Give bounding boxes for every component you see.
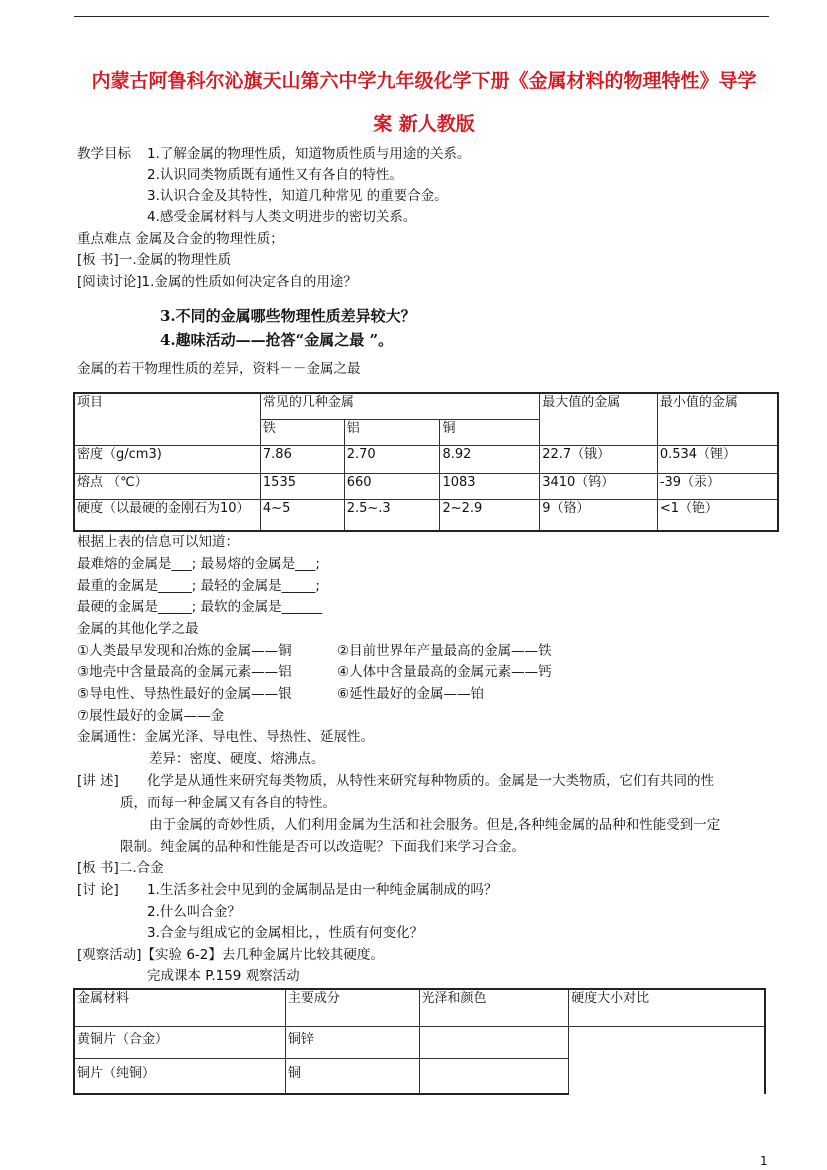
- doc-title-line2: 案 新人教版: [373, 113, 475, 135]
- table-cell: 密度（g/cm3): [74, 445, 260, 473]
- discuss-item: 2.什么叫合金？: [147, 904, 241, 920]
- discuss-item: 3.合金与组成它的金属相比，，性质有何变化？: [147, 925, 424, 941]
- table-header: 光泽和颜色: [419, 989, 569, 1026]
- others-title: 金属的其他化学之最: [77, 621, 199, 637]
- table-cell: 2.70: [344, 445, 440, 473]
- table-cell: -39（汞）: [657, 473, 778, 499]
- record-item: ⑤导电性、导热性最好的金属——银: [77, 686, 292, 702]
- table-header: 硬度大小对比: [569, 989, 765, 1026]
- objective-item: 4.感受金属材料与人类文明进步的密切关系。: [147, 209, 417, 225]
- focus-line: 重点难点 金属及合金的物理性质；: [77, 231, 284, 247]
- board-heading-1: [板 书]一.金属的物理性质: [77, 252, 232, 268]
- table-cell: 1083: [440, 473, 540, 499]
- table-header-metal: 铜: [440, 419, 540, 445]
- objective-item: 2.认识同类物质既有通性又有各自的特性。: [147, 167, 403, 183]
- record-item: ⑥延性最好的金属——铂: [337, 686, 485, 702]
- lecture-label: [讲 述]: [77, 773, 119, 789]
- table-header: 金属材料: [74, 989, 285, 1026]
- objectives-label: 教学目标: [77, 146, 131, 162]
- table-cell: <1（铯）: [657, 499, 778, 531]
- question-line: 根据上表的信息可以知道：: [77, 534, 239, 550]
- header-rule: [74, 16, 769, 17]
- alloy-comparison-table: [73, 988, 766, 1095]
- complete-activity: 完成课本 P.159 观察活动: [147, 968, 300, 984]
- objective-item: 1.了解金属的物理性质，知道物质性质与用途的关系。: [147, 146, 471, 162]
- question-line: 最重的金属是_____; 最轻的金属是_____;: [77, 578, 320, 594]
- table-header-max: 最大值的金属: [540, 393, 658, 445]
- table-cell: 0.534（锂）: [657, 445, 778, 473]
- lecture-text: 由于金属的奇妙性质，人们利用金属为生活和社会服务。但是,各种纯金属的品种和性能受到一定: [149, 817, 721, 833]
- lecture-text: 限制。纯金属的品种和性能是否可以改造呢？下面我们来学习合金。: [120, 839, 525, 855]
- observe-activity: [观察活动]【实验 6-2】去几种金属片比较其硬度。: [77, 947, 384, 963]
- image-text-line: 3.不同的金属哪些物理性质差异较大？: [160, 307, 416, 325]
- table-cell: [419, 1026, 569, 1058]
- metal-properties-table: [73, 392, 779, 532]
- objective-item: 3.认识合金及其特性，知道几种常见 的重要合金。: [147, 188, 448, 204]
- table-cell: 铜锌: [285, 1026, 419, 1058]
- data-intro: 金属的若干物理性质的差异，资料－－金属之最: [77, 361, 361, 377]
- table-cell: [419, 1058, 569, 1094]
- table-cell: 铜: [285, 1058, 419, 1094]
- discuss-item: 1.生活多社会中见到的金属制品是由一种纯金属制成的吗？: [147, 882, 498, 898]
- table-cell: 熔点 （℃）: [74, 473, 260, 499]
- table-cell: 4~5: [260, 499, 344, 531]
- record-item: ②目前世界年产量最高的金属——铁: [337, 643, 552, 659]
- differences: 差异：密度、硬度、熔沸点。: [149, 751, 325, 767]
- board-heading-2: [板 书]二.合金: [77, 860, 164, 876]
- table-cell: 9（铬）: [540, 499, 658, 531]
- record-item: ④人体中含量最高的金属元素——钙: [337, 664, 552, 680]
- table-cell: 8.92: [440, 445, 540, 473]
- table-header-common: 常见的几种金属: [260, 393, 539, 419]
- table-cell: 660: [344, 473, 440, 499]
- table-cell: 3410（钨）: [540, 473, 658, 499]
- table-cell: 1535: [260, 473, 344, 499]
- table-cell: 7.86: [260, 445, 344, 473]
- reading-discussion: [阅读讨论]1.金属的性质如何决定各自的用途？: [77, 274, 357, 290]
- table-header: 主要成分: [285, 989, 419, 1026]
- table-header-metal: 铁: [260, 419, 344, 445]
- table-cell: 黄铜片（合金）: [74, 1026, 285, 1058]
- lecture-text: 化学是从通性来研究每类物质，从特性来研究每种物质的。金属是一大类物质，它们有共同的性: [147, 773, 714, 789]
- table-cell: 硬度（以最硬的金刚石为10）: [74, 499, 260, 531]
- discuss-label: [讨 论]: [77, 882, 119, 898]
- image-text-line: 4.趣味活动——抢答“金属之最 ”。: [160, 331, 394, 349]
- table-header-metal: 铝: [344, 419, 440, 445]
- question-line: 最难熔的金属是___; 最易熔的金属是___;: [77, 556, 320, 572]
- record-item: ③地壳中含量最高的金属元素——铝: [77, 664, 292, 680]
- table-cell: 22.7（锇）: [540, 445, 658, 473]
- doc-title-line1: 内蒙古阿鲁科尔沁旗天山第六中学九年级化学下册《金属材料的物理特性》导学: [91, 70, 757, 92]
- table-header-item: 项目: [74, 393, 260, 445]
- record-item: ⑦展性最好的金属——金: [77, 708, 225, 724]
- record-item: ①人类最早发现和冶炼的金属——铜: [77, 643, 292, 659]
- table-header-min: 最小值的金属: [657, 393, 778, 445]
- lecture-text: 质，而每一种金属又有各自的特性。: [120, 795, 336, 811]
- table-cell: 铜片（纯铜）: [74, 1058, 285, 1094]
- table-cell: 2~2.9: [440, 499, 540, 531]
- table-cell: [569, 1026, 765, 1094]
- question-line: 最硬的金属是_____; 最软的金属是______: [77, 599, 323, 615]
- table-cell: 2.5~.3: [344, 499, 440, 531]
- general-properties: 金属通性：金属光泽、导电性、导热性、延展性。: [77, 729, 374, 745]
- page-number: 1: [760, 1154, 768, 1168]
